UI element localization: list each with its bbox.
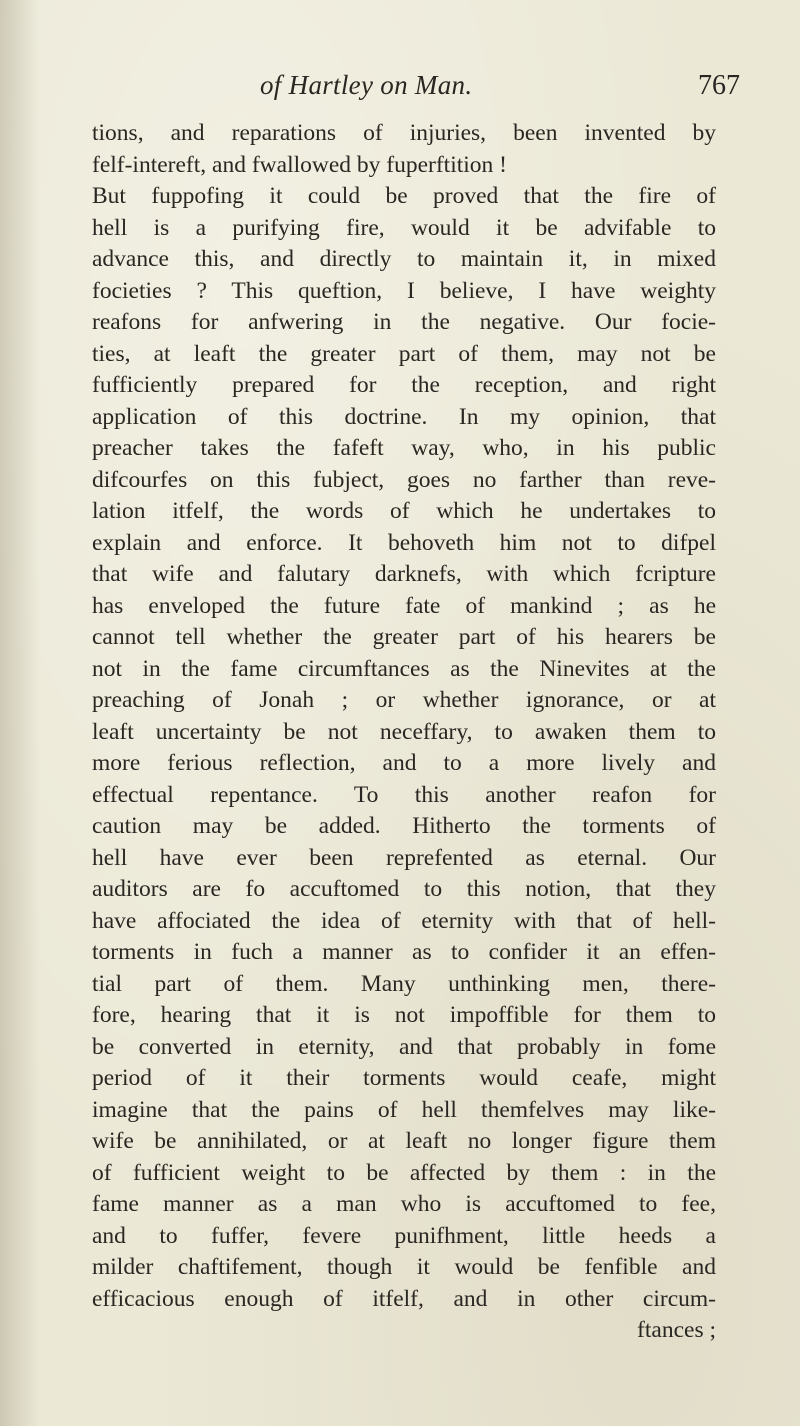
text-line: auditors are fo accuftomed to this notion, that they	[92, 876, 716, 902]
text-line: efficacious enough of itfelf, and in other circum-	[92, 1285, 716, 1312]
text-line: fore, hearing that it is not impoffible for them to	[92, 1002, 716, 1028]
page-header	[0, 70, 800, 110]
text-line: caution may be added. Hitherto the torments of	[92, 813, 716, 839]
text-line: explain and enforce. It behoveth him not to difpel	[92, 529, 716, 556]
text-line-catchword: ftances ;	[637, 1317, 716, 1343]
text-line: hell have ever been reprefented as eternal. Our	[92, 844, 716, 871]
text-line: But fuppofing it could be proved that the fire of	[92, 183, 716, 209]
text-line: lation itfelf, the words of which he undertakes to	[92, 498, 716, 524]
text-line: imagine that the pains of hell themfelves may like-	[92, 1096, 716, 1123]
text-line: wife be annihilated, or at leaft no longer figure them	[92, 1128, 716, 1154]
text-line: advance this, and directly to maintain it, in mixed	[92, 246, 716, 272]
text-line: be converted in eternity, and that probably in fome	[92, 1033, 716, 1060]
text-line: more ferious reflection, and to a more lively and	[92, 750, 716, 776]
text-line: tions, and reparations of injuries, been invented by	[92, 120, 716, 146]
running-head: of Hartley on Man.	[260, 70, 473, 100]
text-line: preacher takes the fafeft way, who, in his public	[92, 435, 716, 461]
text-line: and to fuffer, fevere punifhment, little heeds a	[92, 1222, 716, 1249]
text-line: fame manner as a man who is accuftomed to fee,	[92, 1191, 716, 1217]
text-line: cannot tell whether the greater part of his hearers be	[92, 624, 716, 650]
text-line: milder chaftifement, though it would be fenfible and	[92, 1254, 716, 1280]
body-text	[92, 118, 716, 1347]
text-line: that wife and falutary darknefs, with which fcripture	[92, 561, 716, 587]
text-line: ties, at leaft the greater part of them, may not be	[92, 340, 716, 367]
text-line: felf-intereft, and fwallowed by fuperftition !	[92, 151, 508, 178]
text-line: leaft uncertainty be not neceffary, to awaken them to	[92, 718, 716, 745]
text-line: focieties ? This queftion, I believe, I have weighty	[92, 277, 716, 304]
text-line: reafons for anfwering in the negative. Our focie-	[92, 309, 716, 335]
text-line: of fufficient weight to be affected by them : in the	[92, 1159, 716, 1186]
page-number: 767	[698, 70, 740, 101]
text-line: application of this doctrine. In my opinion, that	[92, 403, 716, 430]
text-line: fufficiently prepared for the reception, and right	[92, 372, 716, 398]
text-line: effectual repentance. To this another reafon for	[92, 781, 716, 808]
text-line: preaching of Jonah ; or whether ignorance, or at	[92, 687, 716, 713]
text-line: torments in fuch a manner as to confider it an effen-	[92, 939, 716, 965]
text-line: have affociated the idea of eternity with that of hell-	[92, 907, 716, 934]
text-line: tial part of them. Many unthinking men, there-	[92, 970, 716, 997]
text-line: has enveloped the future fate of mankind ; as he	[92, 592, 716, 619]
text-line: not in the fame circumftances as the Ninevites at the	[92, 655, 716, 682]
text-line: difcourfes on this fubject, goes no farther than reve-	[92, 466, 716, 493]
text-line: hell is a purifying fire, would it be advifable to	[92, 214, 716, 241]
page-gutter-shadow	[0, 0, 40, 1426]
text-line: period of it their torments would ceafe, might	[92, 1065, 716, 1091]
